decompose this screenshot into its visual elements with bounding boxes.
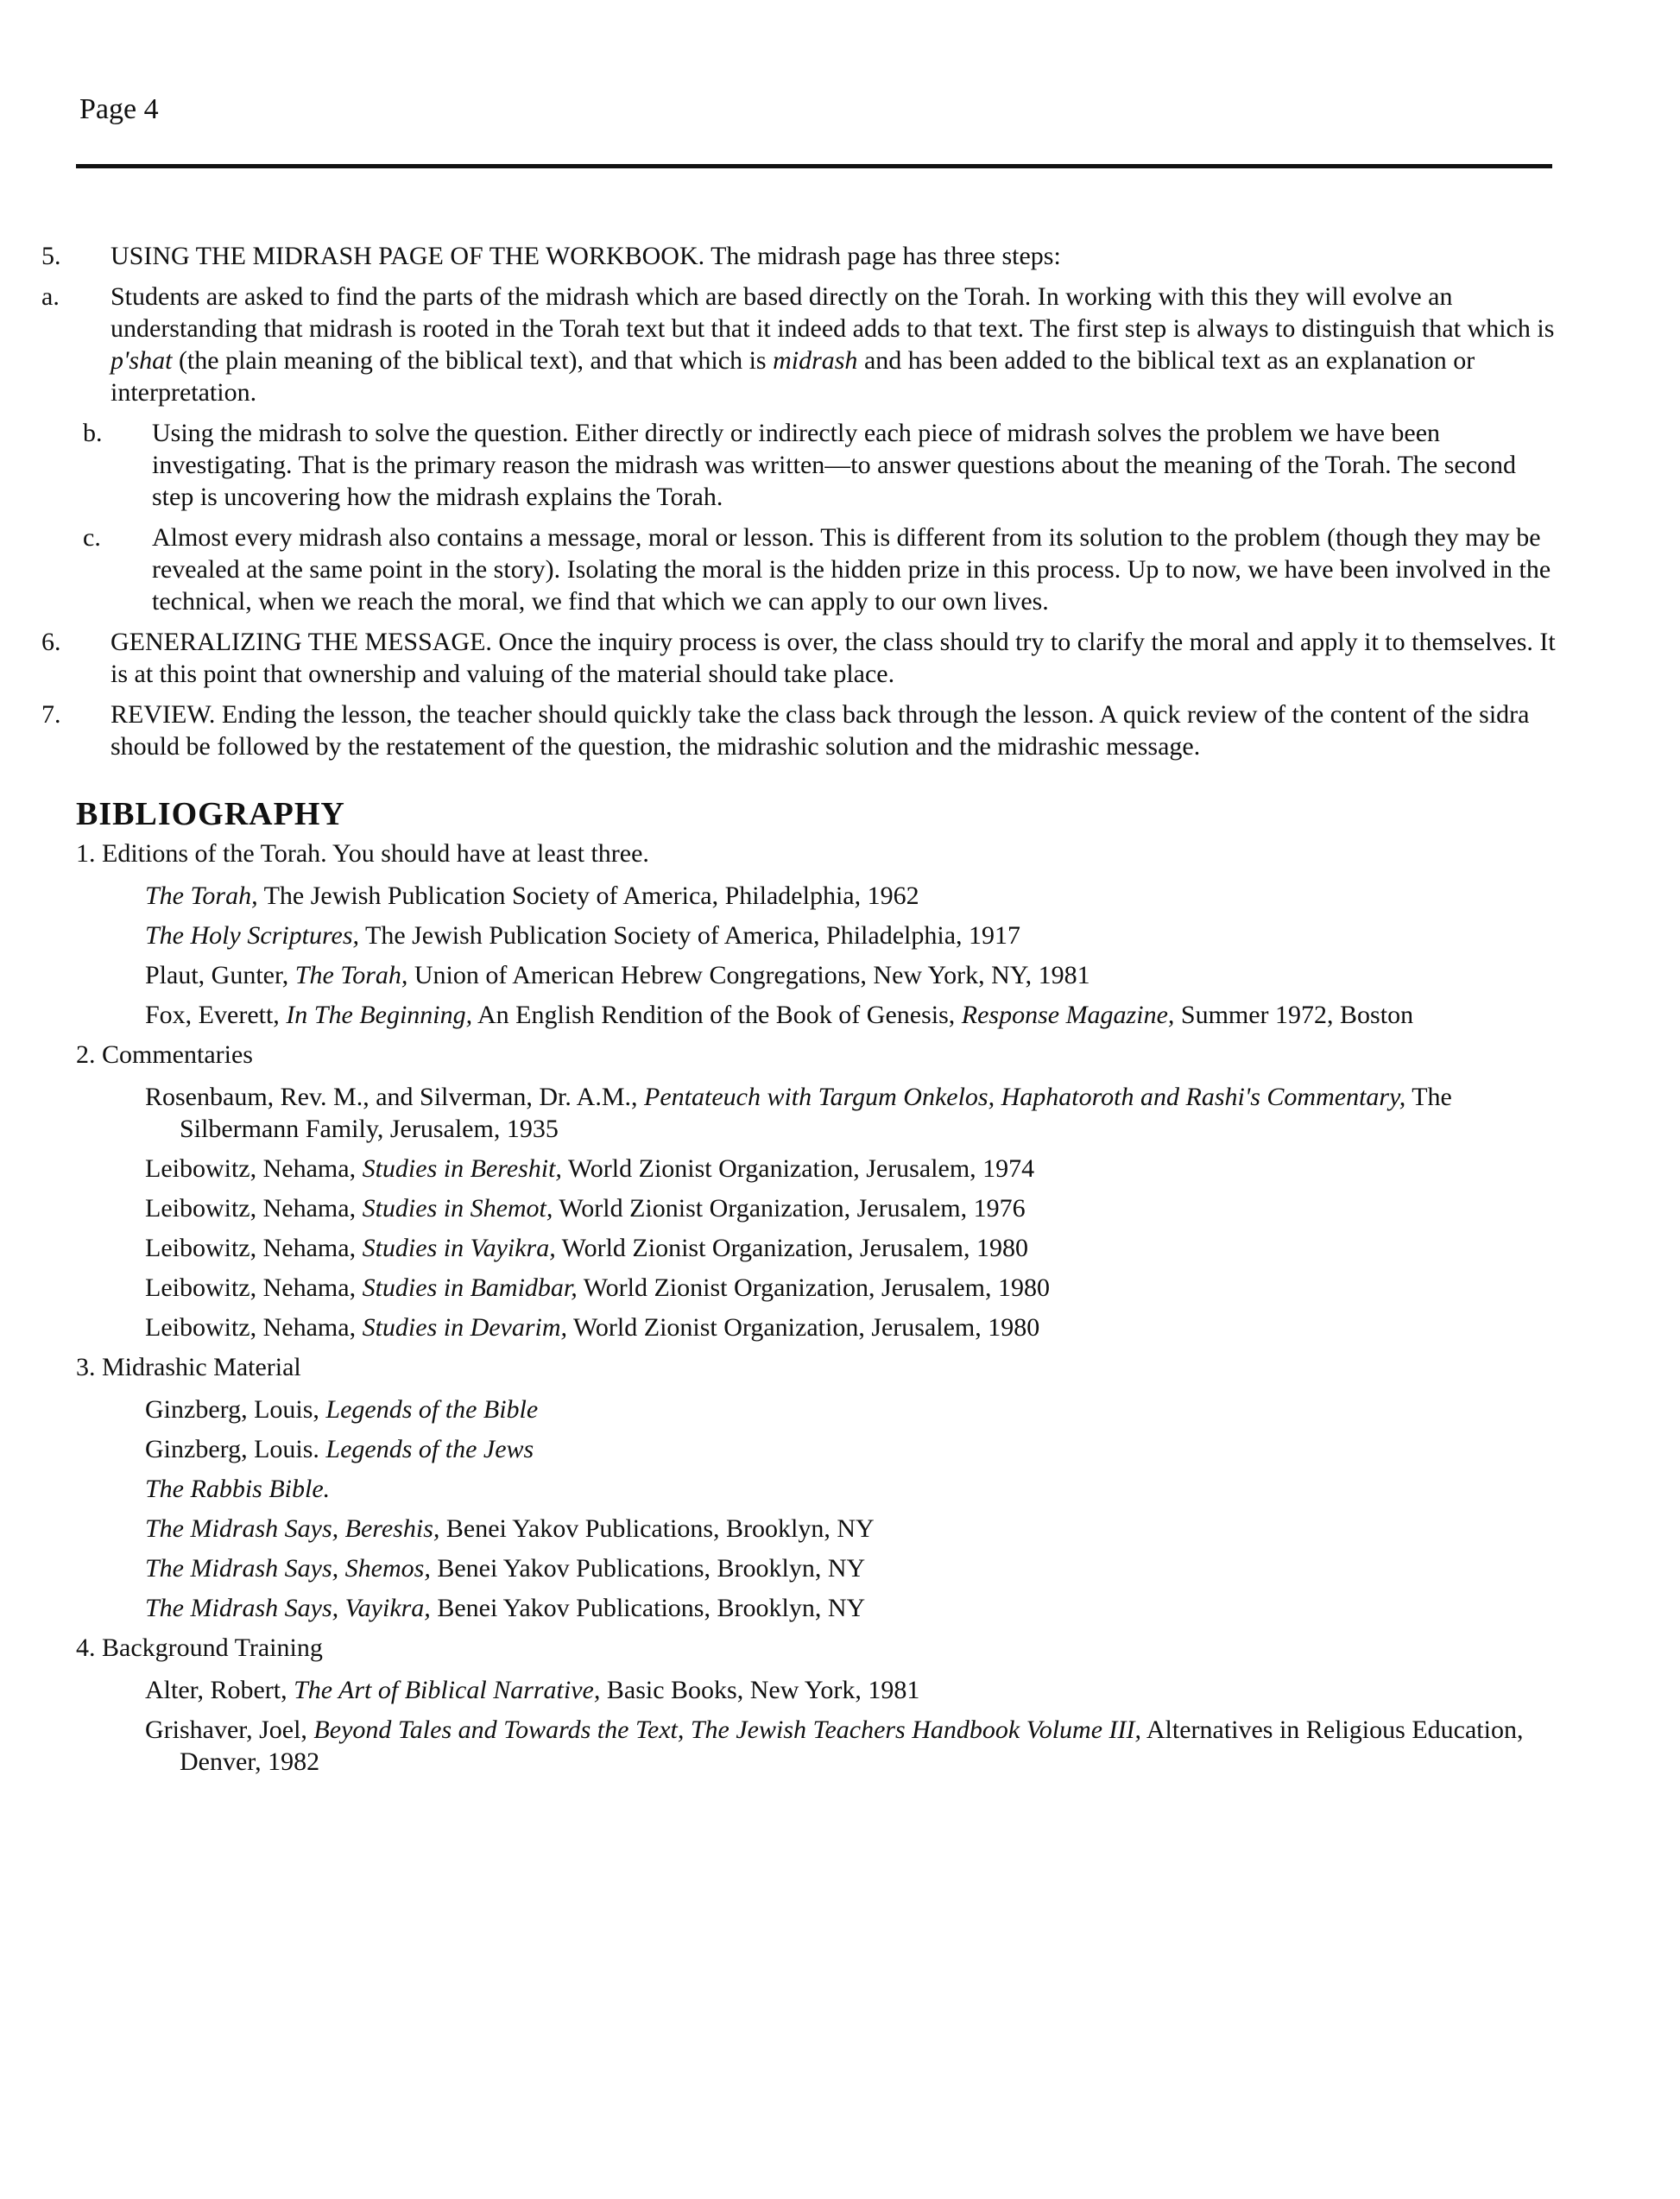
bibliography-section-title: 4. Background Training: [76, 1633, 323, 1662]
item-number: 5.: [41, 242, 61, 270]
step-a: [41, 281, 1557, 408]
entry-text: Leibowitz, Nehama,: [145, 1234, 363, 1262]
entry-text: World Zionist Organization, Jerusalem, 1974: [561, 1154, 1035, 1183]
entry-text: Benei Yakov Publications, Brooklyn, NY: [430, 1594, 866, 1622]
entry-text: Leibowitz, Nehama,: [145, 1194, 363, 1223]
entry-text: Alternatives in Religious Education, Denver, 1982: [180, 1716, 1524, 1776]
bibliography-entry: [145, 1192, 1557, 1224]
entry-text: Basic Books, New York, 1981: [600, 1676, 920, 1704]
bibliography-entry: [145, 1592, 1557, 1624]
entry-text: Ginzberg, Louis.: [145, 1435, 326, 1463]
bibliography-entry: [145, 1513, 1557, 1545]
entry-text: Plaut, Gunter,: [145, 961, 295, 989]
entry-text: Alter, Robert,: [145, 1676, 294, 1704]
entry-text: World Zionist Organization, Jerusalem, 1976: [553, 1194, 1026, 1223]
step-text-3: and has been added to the biblical text as an explanation or interpretation.: [111, 346, 1475, 407]
entry-text: World Zionist Organization, Jerusalem, 1980: [555, 1234, 1028, 1262]
bibliography-entry: [145, 1473, 1557, 1505]
bibliography-entry: [145, 1311, 1557, 1343]
entry-text: Rosenbaum, Rev. M., and Silverman, Dr. A.M.,: [145, 1083, 645, 1111]
entry-title: The Midrash Says, Shemos,: [145, 1554, 431, 1583]
step-text: Almost every midrash also contains a message, moral or lesson. This is different from its solution to the problem (though they may be revealed at the same point in the story). Isolating the moral is the hidden prize in this process. Up to now, we have been involved in the technical, when we reach the moral, we find that which we can apply to our own lives.: [152, 523, 1551, 616]
bibliography-entry: [145, 919, 1557, 951]
bibliography-entry: [145, 1433, 1557, 1465]
entry-title: Response Magazine,: [961, 1001, 1175, 1029]
entry-text: Benei Yakov Publications, Brooklyn, NY: [439, 1514, 875, 1543]
entry-text: The Silbermann Family, Jerusalem, 1935: [180, 1083, 1452, 1143]
bibliography-entry: [145, 1081, 1557, 1145]
item-number: 6.: [41, 628, 61, 656]
entry-title: Studies in Vayikra,: [362, 1234, 556, 1262]
step-label: a.: [41, 282, 60, 311]
bibliography-entry: [145, 1552, 1557, 1584]
step-label: c.: [83, 523, 101, 552]
entry-text: Grishaver, Joel,: [145, 1716, 314, 1744]
entry-text: Ginzberg, Louis,: [145, 1395, 326, 1424]
bibliography-heading: BIBLIOGRAPHY: [76, 796, 345, 832]
entry-text: An English Rendition of the Book of Genesis,: [472, 1001, 962, 1029]
step-label: b.: [83, 419, 103, 447]
entry-text: Benei Yakov Publications, Brooklyn, NY: [430, 1554, 866, 1583]
entry-title: In The Beginning,: [286, 1001, 473, 1029]
item-text: USING THE MIDRASH PAGE OF THE WORKBOOK. The midrash page has three steps:: [111, 242, 1061, 270]
step-text-2: (the plain meaning of the biblical text), and that which is: [172, 346, 774, 375]
step-text: Using the midrash to solve the question. Either directly or indirectly each piece of midrash solves the problem we have been investigating. That is the primary reason the midrash was written—to answer questions about the meaning of the Torah. The second step is uncovering how the midrash explains the Torah.: [152, 419, 1517, 511]
bibliography-entry: [145, 959, 1557, 991]
entry-title: The Midrash Says, Bereshis,: [145, 1514, 440, 1543]
page-number-label: Page 4: [79, 93, 159, 125]
entry-text: Leibowitz, Nehama,: [145, 1313, 363, 1342]
item-7: [41, 698, 1557, 762]
bibliography-section-title: 3. Midrashic Material: [76, 1353, 301, 1381]
entry-title: Studies in Bamidbar,: [362, 1273, 578, 1302]
item-5: [41, 240, 1557, 272]
bibliography-entry: [145, 1393, 1557, 1425]
entry-title: Studies in Shemot,: [362, 1194, 553, 1223]
term-pshat: p'shat: [111, 346, 173, 375]
bibliography-section-title: 2. Commentaries: [76, 1040, 253, 1069]
entry-title: Studies in Devarim,: [362, 1313, 568, 1342]
entry-text: Union of American Hebrew Congregations, New York, NY, 1981: [407, 961, 1090, 989]
entry-title: Beyond Tales and Towards the Text, The Jewish Teachers Handbook Volume III,: [313, 1716, 1142, 1744]
entry-title: Legends of the Bible: [325, 1395, 539, 1424]
bibliography-entry: [145, 1674, 1557, 1706]
bibliography-list: [76, 837, 1557, 1778]
item-number: 7.: [41, 700, 61, 729]
step-text-1: Students are asked to find the parts of the midrash which are based directly on the Torah. In working with this they will evolve an understanding that midrash is rooted in the Torah text but that it indeed adds to that text. The first step is always to distinguish that which is: [111, 282, 1555, 343]
entry-text: Fox, Everett,: [145, 1001, 287, 1029]
entry-title: Pentateuch with Targum Onkelos, Haphatoroth and Rashi's Commentary,: [644, 1083, 1406, 1111]
bibliography-section-title: 1. Editions of the Torah. You should have at least three.: [76, 839, 649, 868]
entry-title: The Holy Scriptures,: [145, 921, 360, 950]
entry-title: The Rabbis Bible.: [145, 1475, 331, 1503]
entry-title: The Midrash Says, Vayikra,: [145, 1594, 431, 1622]
entry-text: World Zionist Organization, Jerusalem, 1980: [567, 1313, 1040, 1342]
header-rule: [76, 164, 1552, 168]
entry-text: Leibowitz, Nehama,: [145, 1273, 363, 1302]
item-text: GENERALIZING THE MESSAGE. Once the inquiry process is over, the class should try to clarify the moral and apply it to themselves. It is at this point that ownership and valuing of the material should take place.: [111, 628, 1556, 688]
bibliography-entry: [145, 1232, 1557, 1264]
entry-text: The Jewish Publication Society of America, Philadelphia, 1962: [257, 881, 919, 910]
term-midrash: midrash: [773, 346, 858, 375]
item-6: [41, 626, 1557, 690]
item-text: REVIEW. Ending the lesson, the teacher should quickly take the class back through the lesson. A quick review of the content of the sidra should be followed by the restatement of the question, the midrashic solution and the midrashic message.: [111, 700, 1530, 761]
entry-text: The Jewish Publication Society of America, Philadelphia, 1917: [359, 921, 1021, 950]
entry-text: Leibowitz, Nehama,: [145, 1154, 363, 1183]
entry-title: The Art of Biblical Narrative,: [294, 1676, 601, 1704]
bibliography-entry: [145, 1153, 1557, 1185]
entry-title: The Torah,: [294, 961, 408, 989]
entry-text: Summer 1972, Boston: [1174, 1001, 1414, 1029]
entry-title: The Torah,: [145, 881, 258, 910]
document-body: [41, 240, 1557, 1785]
bibliography-entry: [145, 999, 1557, 1031]
bibliography-entry: [145, 1272, 1557, 1304]
bibliography-entry: [145, 1714, 1557, 1778]
entry-title: Legends of the Jews: [325, 1435, 534, 1463]
step-b: [76, 417, 1557, 513]
entry-text: World Zionist Organization, Jerusalem, 1980: [577, 1273, 1050, 1302]
entry-title: Studies in Bereshit,: [362, 1154, 562, 1183]
bibliography-entry: [145, 880, 1557, 912]
step-c: [76, 521, 1557, 617]
